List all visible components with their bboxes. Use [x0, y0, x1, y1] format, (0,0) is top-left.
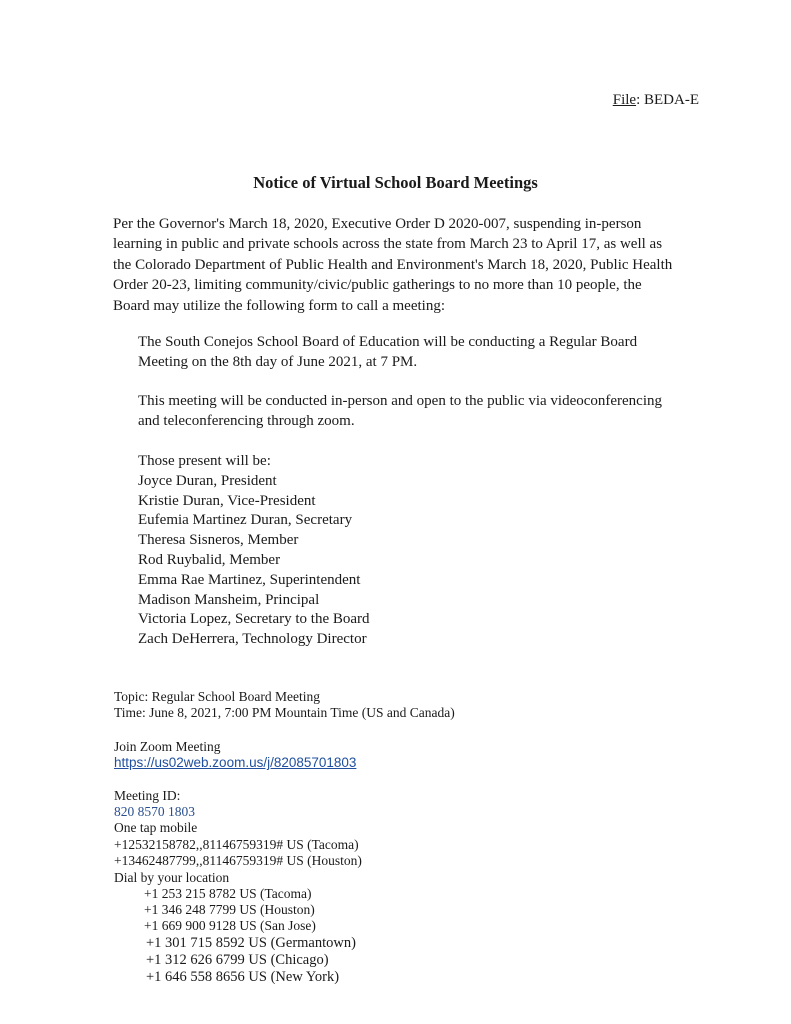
announcement-line: The South Conejos School Board of Education will be conducting a Regular Board — [138, 334, 638, 350]
intro-line: Order 20-23, limiting community/civic/public gatherings to no more than 10 people, the — [113, 277, 642, 294]
attendee-item: Kristie Duran, Vice-President — [138, 492, 316, 509]
zoom-join-block — [114, 739, 356, 771]
join-label: Join Zoom Meeting — [114, 739, 221, 754]
one-tap-number[interactable]: +13462487799,,81146759319# US (Houston) — [114, 852, 362, 868]
dial-label-block — [114, 870, 229, 886]
meeting-id-label: Meeting ID: — [114, 788, 181, 803]
file-code: : BEDA-E — [636, 92, 699, 108]
dial-number-list — [144, 886, 356, 986]
intro-line: learning in public and private schools across the state from March 23 to April 17, as well as — [113, 236, 663, 253]
attendee-item: Rod Ruybalid, Member — [138, 551, 281, 568]
intro-line: Board may utilize the following form to call a meeting: — [113, 297, 445, 314]
meeting-topic: Topic: Regular School Board Meeting — [114, 689, 321, 704]
document-title: Notice of Virtual School Board Meetings — [253, 173, 538, 192]
attendee-item: Theresa Sisneros, Member — [138, 532, 299, 549]
attendee-item: Eufemia Martinez Duran, Secretary — [138, 512, 353, 529]
intro-line: the Colorado Department of Public Health and Environment's March 18, 2020, Public Health — [113, 256, 673, 273]
dial-number[interactable]: +1 646 558 8656 US (New York) — [146, 968, 340, 985]
zoom-meeting-link[interactable]: https://us02web.zoom.us/j/82085701803 — [114, 755, 357, 771]
intro-line: Per the Governor's March 18, 2020, Executive Order D 2020-007, suspending in-person — [113, 216, 642, 232]
format-line: and teleconferencing through zoom. — [138, 413, 355, 430]
announcement-line: Meeting on the 8th day of June 2021, at 7 PM. — [138, 354, 418, 371]
meeting-id-value: 820 8570 1803 — [114, 804, 195, 820]
one-tap-number[interactable]: +12532158782,,81146759319# US (Tacoma) — [114, 836, 359, 852]
intro-paragraph — [113, 214, 713, 316]
attendee-heading: Those present will be: — [138, 453, 271, 469]
attendee-item: Emma Rae Martinez, Superintendent — [138, 571, 361, 588]
dial-number[interactable]: +1 301 715 8592 US (Germantown) — [146, 934, 356, 951]
meeting-id-block — [114, 788, 362, 869]
dial-number[interactable]: +1 346 248 7799 US (Houston) — [144, 902, 315, 918]
attendee-list — [138, 452, 370, 650]
dial-label: Dial by your location — [114, 870, 230, 885]
format-line: This meeting will be conducted in-person and open to the public via videoconferencing — [138, 393, 663, 409]
attendee-item: Joyce Duran, President — [138, 472, 277, 489]
dial-number[interactable]: +1 312 626 6799 US (Chicago) — [146, 951, 329, 968]
meeting-announcement — [138, 332, 637, 373]
file-reference — [613, 92, 699, 109]
dial-number[interactable]: +1 669 900 9128 US (San Jose) — [144, 918, 316, 934]
meeting-time: Time: June 8, 2021, 7:00 PM Mountain Time (US and Canada) — [114, 705, 455, 721]
meeting-format — [138, 391, 662, 432]
dial-number[interactable]: +1 253 215 8782 US (Tacoma) — [144, 886, 312, 901]
attendee-item: Victoria Lopez, Secretary to the Board — [138, 611, 370, 628]
one-tap-label: One tap mobile — [114, 820, 198, 836]
attendee-item: Zach DeHerrera, Technology Director — [138, 631, 367, 648]
file-label: File — [612, 92, 637, 108]
meeting-id — [114, 788, 362, 820]
meeting-topic-block — [114, 689, 455, 721]
attendee-item: Madison Mansheim, Principal — [138, 591, 320, 608]
